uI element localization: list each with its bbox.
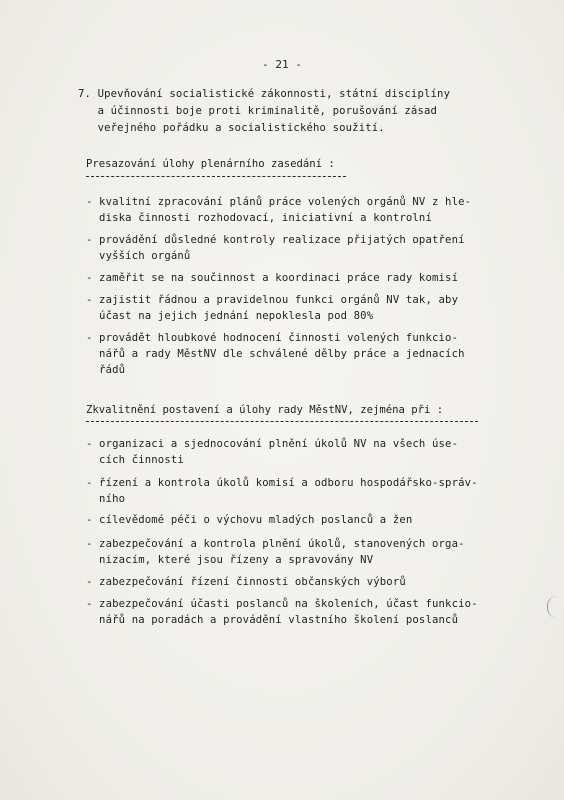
block-1-item-5-line-2: nářů a rady MěstNV dle schválené dělby práce a jednacích [86,348,465,360]
block-2-item-2-line-1: - řízení a kontrola úkolů komisí a odboru hospodářsko-správ- [86,477,478,489]
section-7-line-3: veřejného pořádku a socialistického soužití. [78,122,385,134]
margin-mark [547,596,560,618]
block-2-item-3-line-1: - cílevědomé péči o výchovu mladých poslanců a žen [86,514,413,526]
block-1-underline [86,176,346,177]
section-7-line-1: 7. Upevňování socialistické zákonnosti, státní disciplíny [78,88,451,100]
block-2-item-2-line-2: ního [86,493,126,505]
block-2-heading: Zkvalitnění postavení a úlohy rady MěstNV, zejména při : [86,404,444,416]
block-1-item-2-line-2: vyšších orgánů [86,250,191,262]
block-2-underline [86,421,478,422]
block-2-item-4-line-1: - zabezpečování a kontrola plnění úkolů, stanovených orga- [86,538,465,550]
block-2-item-5-line-1: - zabezpečování řízení činnosti občanských výborů [86,576,406,588]
page-number: - 21 - [262,58,302,71]
block-1-item-5-line-3: řádů [86,364,126,376]
block-2-item-1-line-2: cích činnosti [86,454,184,466]
block-1-item-1-line-2: diska činnosti rozhodovací, iniciativní a kontrolní [86,212,432,224]
block-2-item-6-line-2: nářů na poradách a provádění vlastního školení poslanců [86,614,459,626]
block-2-item-4-line-2: nizacím, které jsou řízeny a spravovány NV [86,554,374,566]
block-1-item-4-line-2: účast na jejich jednání nepoklesla pod 80% [86,310,374,322]
block-1-item-2-line-1: - provádění důsledné kontroly realizace přijatých opatření [86,234,465,246]
block-1-item-4-line-1: - zajistit řádnou a pravidelnou funkci orgánů NV tak, aby [86,294,459,306]
block-2-item-1-line-1: - organizaci a sjednocování plnění úkolů NV na všech úse- [86,438,459,450]
block-1-item-1-line-1: - kvalitní zpracování plánů práce volených orgánů NV z hle- [86,196,472,208]
block-1-item-5-line-1: - provádět hloubkové hodnocení činnosti volených funkcio- [86,332,459,344]
block-2-item-6-line-1: - zabezpečování účasti poslanců na školeních, účast funkcio- [86,598,478,610]
block-1-item-3-line-1: - zaměřit se na součinnost a koordinaci práce rady komisí [86,272,459,284]
section-7-line-2: a účinnosti boje proti kriminalitě, porušování zásad [78,105,438,117]
block-1-heading: Presazování úlohy plenárního zasedání : [86,158,335,170]
